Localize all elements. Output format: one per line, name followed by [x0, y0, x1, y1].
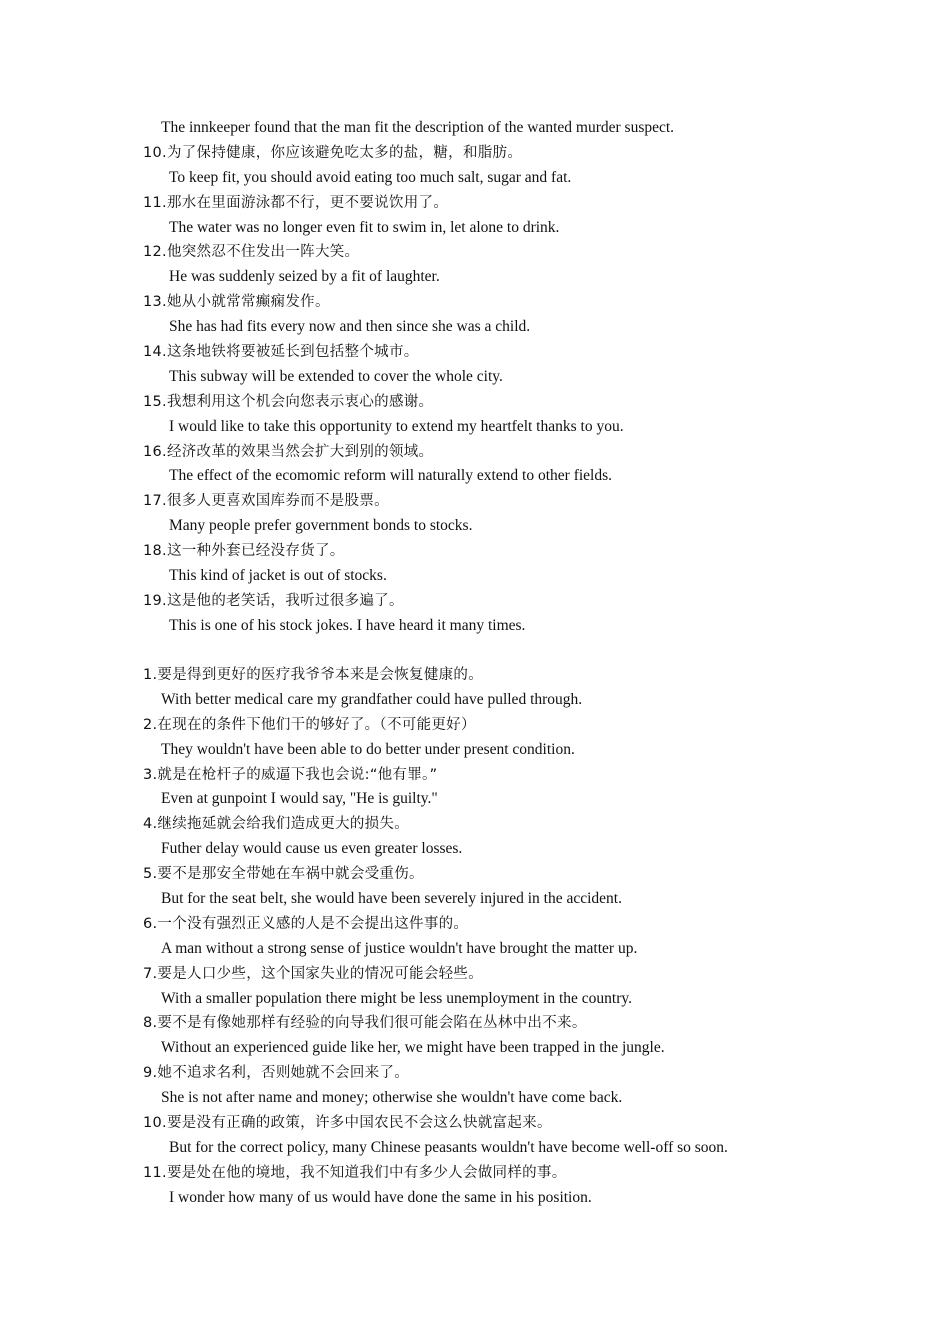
exercise-11-chinese: 11.那水在里面游泳都不行，更不要说饮用了。	[143, 194, 449, 211]
exercise-2-chinese: 2.在现在的条件下他们干的够好了。（不可能更好）	[143, 716, 476, 733]
exercise-4-english: Futher delay would cause us even greater losses.	[161, 840, 463, 858]
exercise-3-english: Even at gunpoint I would say, "He is guilty."	[161, 790, 438, 808]
exercise-9-english: She is not after name and money; otherwise she wouldn't have come back.	[161, 1089, 623, 1107]
exercise-6-chinese: 6.一个没有强烈正义感的人是不会提出这件事的。	[143, 915, 469, 932]
exercise-6-english: A man without a strong sense of justice wouldn't have brought the matter up.	[161, 939, 638, 957]
exercise-12-english: He was suddenly seized by a fit of laughter.	[169, 268, 440, 286]
exercise-14-chinese: 14.这条地铁将要被延长到包括整个城市。	[143, 344, 419, 361]
exercise-3-chinese: 3.就是在枪杆子的威逼下我也会说:“他有罪。”	[143, 766, 438, 783]
exercise-13-chinese: 13.她从小就常常癫痫发作。	[143, 294, 330, 311]
exercise-12-chinese: 12.他突然忍不住发出一阵大笑。	[143, 244, 360, 261]
exercise-7-english: With a smaller population there might be less unemployment in the country.	[161, 989, 633, 1007]
lead-translation: The innkeeper found that the man fit the description of the wanted murder suspect.	[161, 119, 675, 136]
exercise-5-english: But for the seat belt, she would have been severely injured in the accident.	[161, 890, 622, 908]
exercise-10-chinese: 10.为了保持健康，你应该避免吃太多的盐，糖，和脂肪。	[143, 144, 523, 161]
exercise-19-chinese: 19.这是他的老笑话，我听过很多遍了。	[143, 592, 404, 609]
exercise-1-chinese: 1.要是得到更好的医疗我爷爷本来是会恢复健康的。	[143, 667, 484, 683]
exercise-18-chinese: 18.这一种外套已经没存货了。	[143, 543, 345, 560]
exercise-11b-chinese: 11.要是处在他的境地，我不知道我们中有多少人会做同样的事。	[143, 1164, 567, 1181]
exercise-8-english: Without an experienced guide like her, we might have been trapped in the jungle.	[161, 1039, 665, 1057]
exercise-18-english: This kind of jacket is out of stocks.	[169, 567, 387, 585]
exercise-10-english: To keep fit, you should avoid eating too much salt, sugar and fat.	[169, 168, 572, 186]
exercise-14-english: This subway will be extended to cover the whole city.	[169, 367, 503, 385]
exercise-5-chinese: 5.要不是那安全带她在车祸中就会受重伤。	[143, 866, 424, 883]
exercise-7-chinese: 7.要是人口少些，这个国家失业的情况可能会轻些。	[143, 965, 484, 982]
exercise-4-chinese: 4.继续拖延就会给我们造成更大的损失。	[143, 816, 410, 833]
exercise-9-chinese: 9.她不追求名利，否则她就不会回来了。	[143, 1065, 410, 1082]
exercise-17-english: Many people prefer government bonds to stocks.	[169, 517, 473, 535]
translation-exercises-part-1	[143, 116, 923, 639]
exercise-11-english: The water was no longer even fit to swim in, let alone to drink.	[169, 218, 560, 236]
exercise-10b-english: But for the correct policy, many Chinese peasants wouldn't have become well-off so soon.	[169, 1138, 728, 1156]
exercise-2-english: They wouldn't have been able to do better under present condition.	[161, 740, 575, 758]
translation-exercises-part-2	[143, 663, 923, 1211]
exercise-15-chinese: 15.我想利用这个机会向您表示衷心的感谢。	[143, 393, 434, 410]
exercise-19-english: This is one of his stock jokes. I have heard it many times.	[169, 616, 526, 634]
exercise-17-chinese: 17.很多人更喜欢国库券而不是股票。	[143, 493, 389, 510]
exercise-13-english: She has had fits every now and then since she was a child.	[169, 318, 531, 336]
exercise-16-english: The effect of the ecomomic reform will naturally extend to other fields.	[169, 467, 613, 485]
exercise-1-english: With better medical care my grandfather could have pulled through.	[161, 690, 583, 708]
exercise-10b-chinese: 10.要是没有正确的政策，许多中国农民不会这么快就富起来。	[143, 1115, 552, 1132]
exercise-8-chinese: 8.要不是有像她那样有经验的向导我们很可能会陷在丛林中出不来。	[143, 1015, 587, 1032]
exercise-15-english: I would like to take this opportunity to extend my heartfelt thanks to you.	[169, 417, 624, 435]
exercise-11b-english: I wonder how many of us would have done the same in his position.	[169, 1188, 592, 1206]
exercise-16-chinese: 16.经济改革的效果当然会扩大到别的领域。	[143, 443, 434, 460]
